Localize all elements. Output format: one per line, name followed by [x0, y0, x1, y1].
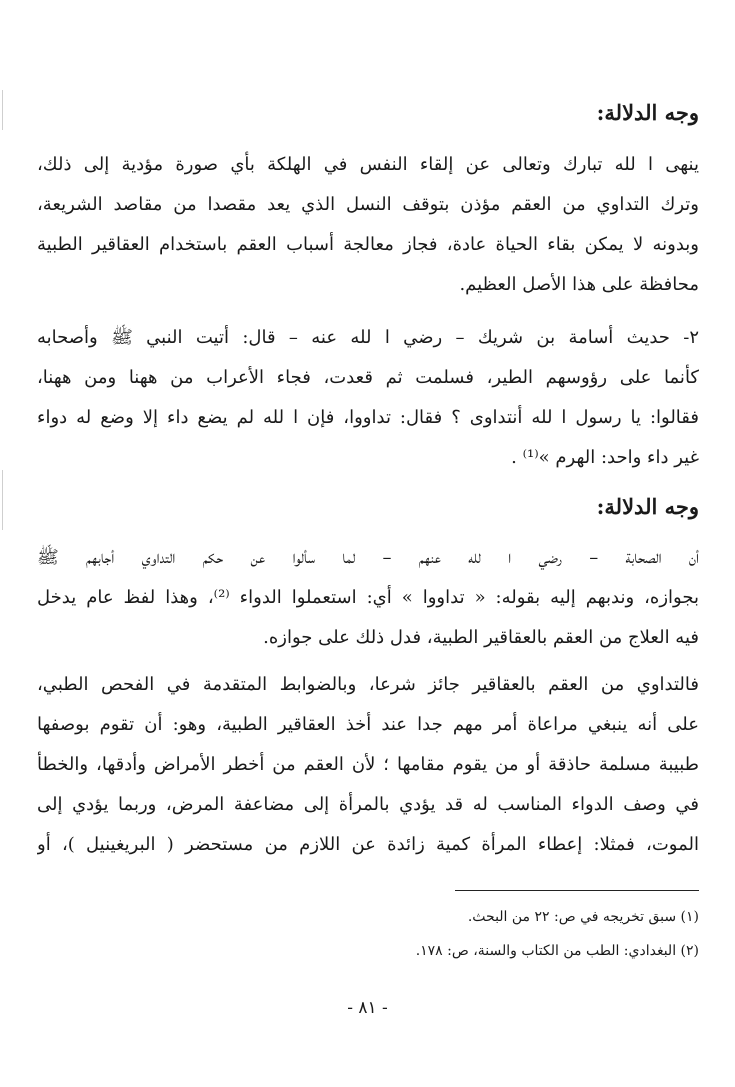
footnote: (٢) البغدادي: الطب من الكتاب والسنة، ص: ١٧٨.: [415, 943, 699, 959]
section-heading: وجه الدلالة:: [596, 494, 699, 519]
text-line: فقالوا: يا رسول ا لله أنتداوى ؟ فقال: تداووا، فإن ا لله لم يضع داء إلا وضع له دواء: [37, 407, 699, 428]
text-line: في وصف الدواء المناسب له قد يؤدي بالمرأة إلى مضاعفة المرض، وربما يؤدي إلى: [37, 794, 699, 815]
text-line: على أنه ينبغي مراعاة أمر مهم جدا عند أخذ العقاقير الطبية، وهو: أن تقوم بوصفها: [37, 714, 699, 735]
text-line: غير داء واحد: الهرم »⁽¹⁾ .: [511, 447, 699, 468]
text-line: أن الصحابة – رضي ا لله عنهم – لما سألوا عن حكم التداوي أجابهم ﷺ: [37, 547, 699, 568]
text-line: بجوازه، وندبهم إليه بقوله: « تداووا » أي: استعملوا الدواء ⁽²⁾، وهذا لفظ عام يدخل: [37, 587, 699, 608]
footnote: (١) سبق تخريجه في ص: ٢٢ من البحث.: [467, 909, 699, 925]
text-line: ٢- حديث أسامة بن شريك – رضي ا لله عنه – قال: أتيت النبي ﷺ وأصحابه: [37, 327, 699, 348]
scan-edge-mark: [2, 470, 3, 530]
scan-edge-mark: [2, 90, 3, 130]
text-line: كأنما على رؤوسهم الطير، فسلمت ثم قعدت، فجاء الأعراب من ههنا ومن ههنا،: [37, 367, 699, 388]
text-line: فيه العلاج من العقم بالعقاقير الطبية، فدل ذلك على جوازه.: [263, 627, 699, 648]
text-line: ينهى ا لله تبارك وتعالى عن إلقاء النفس في الهلكة بأي صورة مؤدية إلى ذلك،: [37, 154, 699, 175]
text-line: محافظة على هذا الأصل العظيم.: [459, 274, 699, 295]
text-line: وترك التداوي من العقم مؤذن بتوقف النسل الذي يعد مقصدا من مقاصد الشريعة،: [37, 194, 699, 215]
text-line: فالتداوي من العقم بالعقاقير جائز شرعا، وبالضوابط المتقدمة في الفحص الطبي،: [37, 674, 699, 695]
section-heading: وجه الدلالة:: [596, 100, 699, 125]
text-line: الموت، فمثلا: إعطاء المرأة كمية زائدة عن اللازم من مستحضر ( البريغينيل )، أو: [37, 834, 699, 855]
text-line: طبيبة مسلمة حاذقة أو من يقوم مقامها ؛ لأن العقم من أخطر الأمراض وأدقها، والخطأ: [37, 754, 699, 775]
text-line: وبدونه لا يمكن بقاء الحياة عادة، فجاز معالجة أسباب العقم باستخدام العقاقير الطبية: [37, 234, 699, 255]
page-number: - ٨١ -: [347, 998, 388, 1018]
footnote-divider: [455, 890, 699, 891]
